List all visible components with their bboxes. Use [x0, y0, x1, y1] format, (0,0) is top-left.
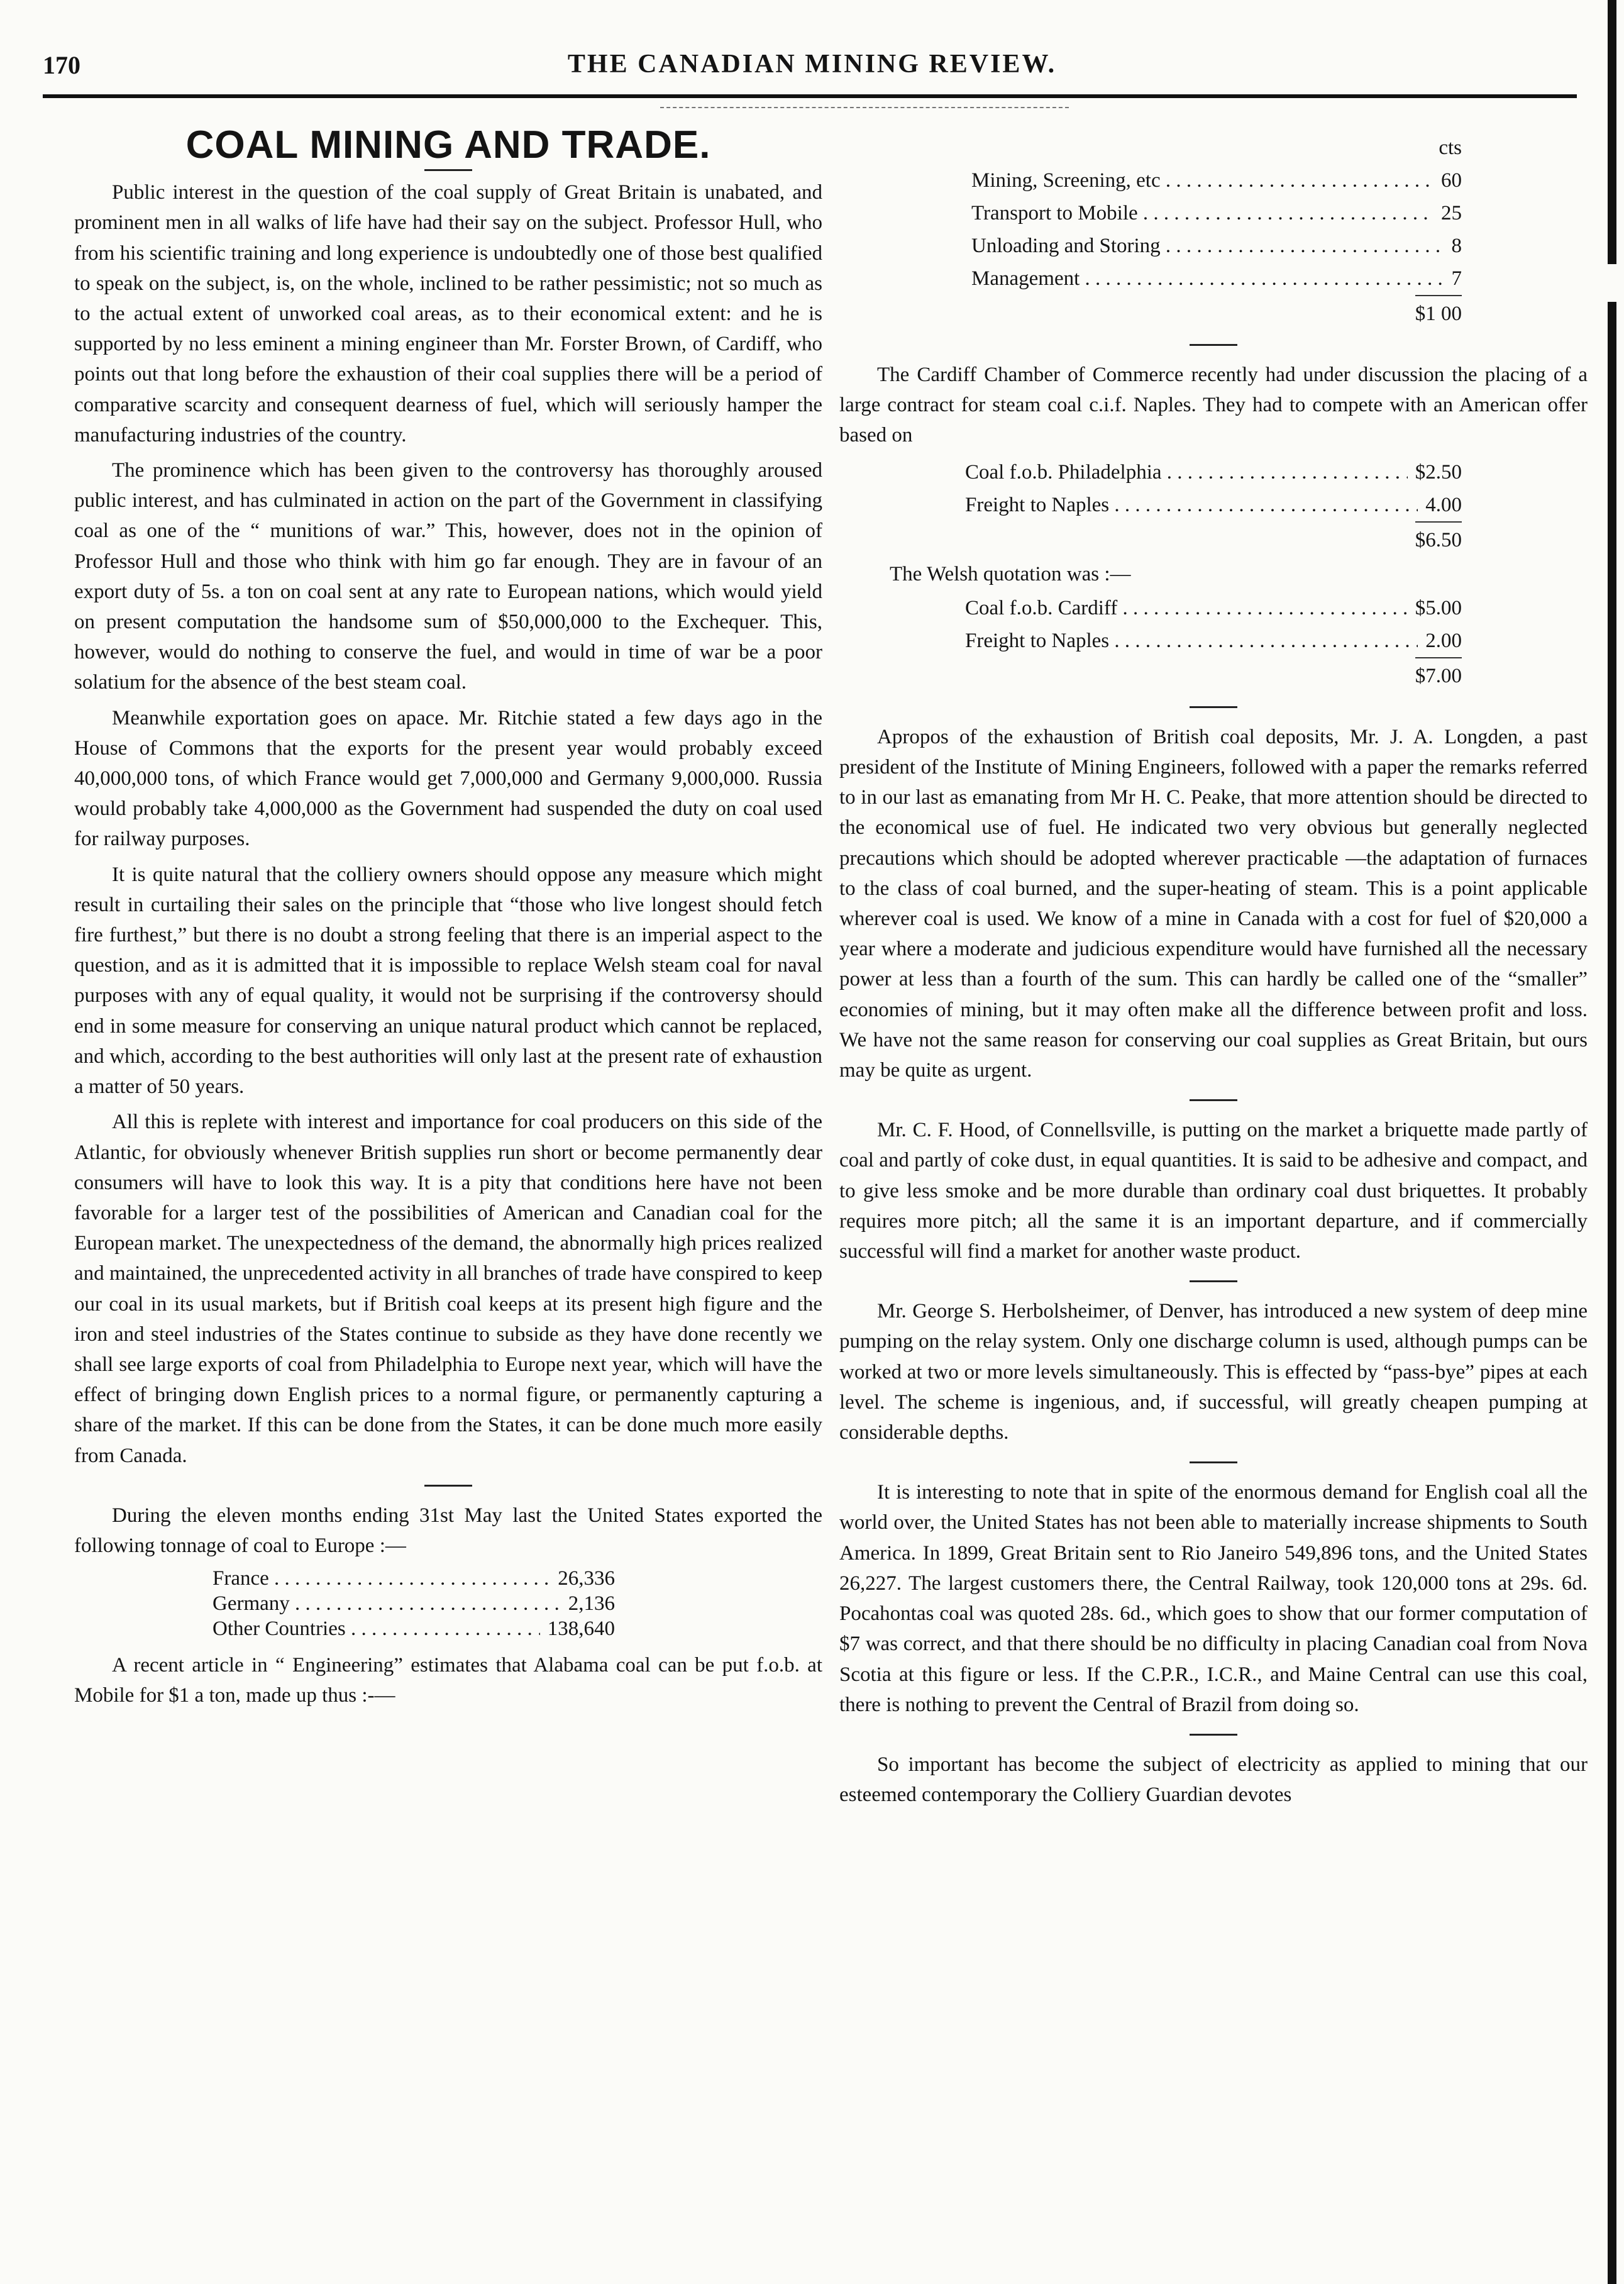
- cost-header: [971, 131, 1462, 164]
- separator-rule: [424, 169, 472, 171]
- row-value: 2,136: [568, 1592, 615, 1616]
- paragraph: Apropos of the exhaustion of British coal deposits, Mr. J. A. Longden, a past president of the Institute of Mining Engineers, followed with a paper the remarks referred to in our last as emanating from Mr H. C. Peake, that more attention should be directed to the economical use of fuel. He indicated two very obvious but generally neglected precautions which should be adopted wherever practicable —the adaptation of furnaces to the class of coal burned, and the super-heating of steam. This is a point applicable wherever coal is used. We know of a mine in Canada with a cost for fuel of $20,000 a year where a moderate and judicious expenditure would have furnished all the necessary power at less than a fourth of the sum. This can hardly be called one of the “smaller” economies of mining, but it may often make all the difference between profit and loss. We have not the same reason for conserving our coal supplies as Great Britain, but ours may be quite as urgent.: [839, 725, 1588, 1082]
- total-row: [971, 295, 1462, 330]
- total-row: [965, 521, 1462, 557]
- row-label: Transport to Mobile . . .: [971, 197, 1433, 230]
- right-column: [839, 129, 1588, 1815]
- exports-table: [213, 1566, 615, 1641]
- separator-rule: [1190, 1280, 1237, 1282]
- row-label: Mining, Screening, etc . . .: [971, 164, 1433, 197]
- row-label: France . . .: [213, 1566, 550, 1591]
- american-total: $6.50: [1415, 521, 1462, 557]
- row-label: Coal f.o.b. Cardiff . . .: [965, 592, 1408, 624]
- table-row: [971, 197, 1462, 230]
- row-value: 60: [1441, 169, 1462, 192]
- row-label: Freight to Naples . . .: [965, 489, 1418, 521]
- row-label: Freight to Naples . . .: [965, 624, 1418, 657]
- row-value: 26,336: [558, 1567, 615, 1590]
- table-row: [971, 164, 1462, 197]
- row-value: 25: [1441, 202, 1462, 225]
- separator-rule: [1190, 1099, 1237, 1101]
- separator-rule: [1190, 344, 1237, 346]
- table-row: [965, 489, 1462, 521]
- total-row: [965, 657, 1462, 692]
- table-row: [965, 456, 1462, 489]
- exports-intro: During the eleven months ending 31st May last the United States exported the following tonnage of coal to Europe :—: [74, 1504, 822, 1557]
- paragraph: Mr. George S. Herbolsheimer, of Denver, has introduced a new system of deep mine pumping on the relay system. Only one discharge column is used, although pumps can be worked at two or more levels simultaneously. This is effected by “pass-bye” pipes at each level. The scheme is ingenious, and, if successful, will greatly cheapen pumping at considerable depths.: [839, 1300, 1588, 1444]
- cost-total: $1 00: [1415, 295, 1462, 330]
- row-label: Management . . .: [971, 262, 1444, 295]
- separator-rule: [1190, 1734, 1237, 1736]
- row-label: Unloading and Storing . . .: [971, 230, 1444, 262]
- welsh-intro: The Welsh quotation was :—: [890, 562, 1131, 585]
- table-row: [971, 262, 1462, 295]
- paragraph: Mr. C. F. Hood, of Connellsville, is putting on the market a briquette made partly of coal and partly of coke dust, in equal quantities. It is said to be adhesive and compact, and to give less smoke and be more durable than ordinary coal dust briquettes. It probably requires more pitch; all the same it is an important departure, and if commercially successful will find a market for another waste product.: [839, 1119, 1588, 1263]
- table-row: [213, 1591, 615, 1616]
- paragraph: All this is replete with interest and importance for coal producers on this side of the Atlantic, for obviously whenever British supplies run short or become permanently dear consumers will have to look this way. It is a pity that conditions here have not been favorable for a larger test of the possibilities of American and Canadian coal for the European market. The unexpectedness of the demand, the abnormally high prices realized and maintained, the unprecedented activity in all branches of trade have conspired to keep our coal in its usual markets, but if British coal keeps at its present high figure and the iron and steel industries of the States continue to subside as they have done recently we shall see large exports of coal from Philadelphia to Europe next year, which will have the effect of bringing down English prices to a normal figure, or permanently capturing a share of the market. If this can be done from the States, it can be done much more easily from Canada.: [74, 1111, 822, 1467]
- row-value: 7: [1451, 267, 1462, 290]
- article-title: COAL MINING AND TRADE.: [185, 123, 711, 167]
- separator-rule: [424, 1485, 472, 1487]
- paragraph: The prominence which has been given to the controversy has thoroughly aroused public interest, and has culminated in action on the part of the Government in classifying coal as one of the “ munitions of war.” This, however, does not in the opinion of Professor Hull and those who think with him go far enough. They are in favour of an export duty of 5s. a ton on coal sent at any rate to European nations, which would yield on present computation the handsome sum of $50,000,000 to the Exchequer. This, however, would do nothing to conserve the fuel, and would in time of war be a poor solatium for the absence of the best steam coal.: [74, 459, 822, 694]
- paragraph: Public interest in the question of the coal supply of Great Britain is unabated, and prominent men in all walks of life have had their say on the subject. Professor Hull, who from his scientific training and long experience is undoubtedly one of those best qualified to speak on the subject, is, on the whole, inclined to be rather pessimistic; not so much as to the actual extent of unworked coal areas, as to their economical extent: and he is supported by no less eminent a mining engineer than Mr. Forster Brown, of Cardiff, who points out that long before the exhaustion of their coal supplies there will be a period of comparative scarcity and consequent dearness of fuel, which will seriously hamper the manufacturing industries of the country.: [74, 181, 822, 446]
- row-label: Germany . . .: [213, 1591, 561, 1616]
- separator-rule: [1190, 1461, 1237, 1463]
- paragraph: So important has become the subject of electricity as applied to mining that our esteemed contemporary the Colliery Guardian devotes: [839, 1753, 1588, 1807]
- table-row: [965, 624, 1462, 657]
- welsh-offer-table: [965, 592, 1462, 692]
- header-dashed-rule: [660, 107, 1069, 108]
- page-number: 170: [43, 51, 80, 79]
- row-value: 4.00: [1425, 493, 1462, 516]
- paragraph: Meanwhile exportation goes on apace. Mr. Ritchie stated a few days ago in the House of Commons that the exports for the present year would probably exceed 40,000,000 tons, of which France would get 7,000,000 and Germany 9,000,000. Russia would probably take 4,000,000 as the Government had suspended the duty on coal used for railway purposes.: [74, 706, 822, 851]
- table-row: [971, 230, 1462, 262]
- alabama-paragraph: A recent article in “ Engineering” estimates that Alabama coal can be put f.o.b. at Mobile for $1 a ton, made up thus :-—: [74, 1654, 822, 1707]
- edge-shadow-bottom: [1608, 302, 1616, 2284]
- table-row: [213, 1616, 615, 1641]
- header-rule: [43, 94, 1577, 98]
- row-value: 2.00: [1425, 629, 1462, 652]
- paragraph: It is quite natural that the colliery owners should oppose any measure which might result in curtailing their sales on the principle that “those who live longest should fetch fire furthest,” but there is no doubt a strong feeling that there is an imperial aspect to the question, and as it is admitted that it is impossible to replace Welsh steam coal for naval purposes with any of equal quality, it would not be surprising if the controversy should end in some measure for conserving an unique natural product which cannot be replaced, and which, according to the best authorities will only last at the present rate of exhaustion a matter of 50 years.: [74, 863, 822, 1099]
- row-label: Other Countries . . .: [213, 1616, 540, 1641]
- table-row: [965, 592, 1462, 624]
- row-value: $2.50: [1415, 460, 1462, 484]
- separator-rule: [1190, 706, 1237, 708]
- cost-table: [971, 131, 1462, 330]
- cardiff-paragraph: The Cardiff Chamber of Commerce recently had under discussion the placing of a large contract for steam coal c.i.f. Naples. They had to compete with an American offer based on: [839, 363, 1588, 447]
- american-offer-table: [965, 456, 1462, 557]
- row-value: $5.00: [1415, 596, 1462, 619]
- cost-unit-label: cts: [1439, 136, 1462, 159]
- left-column: [74, 123, 822, 1716]
- paragraph: It is interesting to note that in spite of the enormous demand for English coal all the world over, the United States has not been able to materially increase shipments to South America. In 1899, Great Britain sent to Rio Janeiro 549,896 tons, and the United States 26,227. The largest customers there, the Central Railway, took 120,000 tons at 29s. 6d. Pocahontas coal was quoted 28s. 6d., which goes to show that our former computation of $7 was correct, and that there should be no difficulty in placing Canadian coal from Nova Scotia at this figure or less. If the C.P.R., I.C.R., and Maine Central can use this coal, there is nothing to prevent the Central of Brazil from doing so.: [839, 1481, 1588, 1716]
- welsh-total: $7.00: [1415, 657, 1462, 692]
- journal-title: THE CANADIAN MINING REVIEW.: [567, 50, 1057, 79]
- row-label: Coal f.o.b. Philadelphia . . .: [965, 456, 1408, 489]
- row-value: 8: [1451, 235, 1462, 257]
- row-value: 138,640: [547, 1617, 615, 1641]
- edge-shadow-top: [1608, 0, 1616, 264]
- table-row: [213, 1566, 615, 1591]
